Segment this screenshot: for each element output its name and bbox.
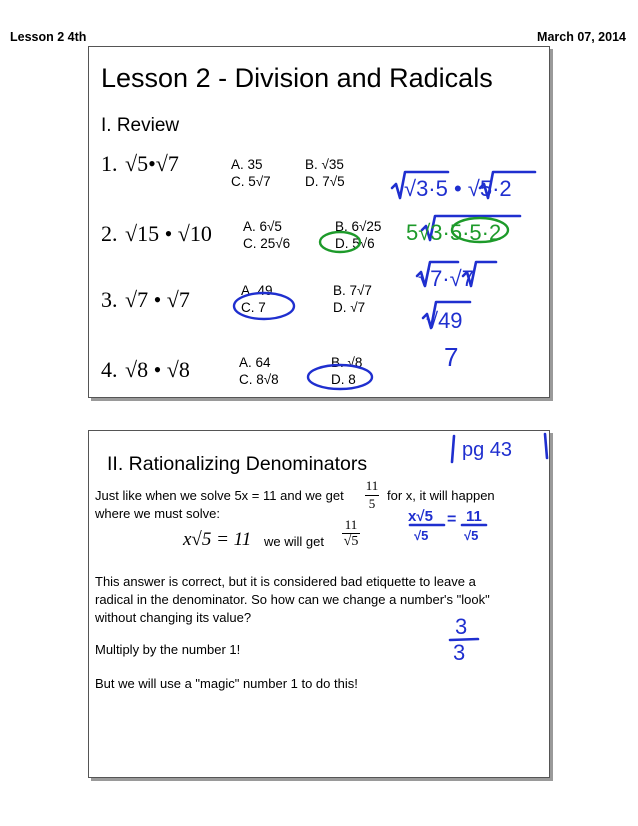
magic-number-text: But we will use a "magic" number 1 to do this! xyxy=(95,676,358,691)
choice-3d: D. √7 xyxy=(333,300,366,315)
choice-1d: D. 7√5 xyxy=(305,174,345,189)
choice-4c: C. 8√8 xyxy=(239,372,279,387)
header-lesson: Lesson 2 4th xyxy=(10,30,87,44)
hw-work5: 7 xyxy=(444,342,459,372)
intro-fraction-numerator: 11 xyxy=(365,478,379,493)
problem-4-number: 4. xyxy=(101,357,118,382)
choice-4a: A. 64 xyxy=(239,355,271,370)
problem-2-number: 2. xyxy=(101,221,118,246)
choice-2a: A. 6√5 xyxy=(243,219,282,234)
choice-2c: C. 25√6 xyxy=(243,236,291,251)
paragraph-line-3: without changing its value? xyxy=(95,610,252,625)
hw-work4: √49 xyxy=(426,308,463,333)
choice-4d: D. 8 xyxy=(331,372,356,387)
hw-eq-rhs: 11 xyxy=(466,508,482,525)
choice-1b: B. √35 xyxy=(305,157,344,172)
problem-1-expr: √5•√7 xyxy=(125,151,179,176)
hw-eq-lhs: x√5 xyxy=(408,508,433,525)
hw-work1: √3·5 • √5·2 xyxy=(404,176,512,201)
multiply-text: Multiply by the number 1! xyxy=(95,642,241,657)
hw-page-number: pg 43 xyxy=(462,439,513,461)
hw-three-denominator: 3 xyxy=(453,640,466,665)
paragraph-line-2: radical in the denominator. So how can we change a number's "look" xyxy=(95,592,490,607)
section-review: I. Review xyxy=(101,115,180,136)
problem-3-number: 3. xyxy=(101,287,118,312)
hw-work3: √7·√7 xyxy=(418,266,474,291)
result-numerator: 11 xyxy=(344,517,358,532)
problem-2-expr: √15 • √10 xyxy=(125,221,212,246)
intro-text-c: where we must solve: xyxy=(95,506,220,521)
choice-3b: B. 7√7 xyxy=(333,283,372,298)
equation: x√5 = 11 xyxy=(183,529,252,550)
choice-1c: C. 5√7 xyxy=(231,174,271,189)
choice-2b: B. 6√25 xyxy=(335,219,382,234)
we-will-get-label: we will get xyxy=(264,534,324,549)
intro-text-a: Just like when we solve 5x = 11 and we get xyxy=(95,488,344,503)
result-denominator: √5 xyxy=(343,534,359,549)
slide2-title: II. Rationalizing Denominators xyxy=(107,453,368,475)
hw-eq-equals: = xyxy=(447,511,457,528)
choice-3c: C. 7 xyxy=(241,300,266,315)
choice-4b: B. √8 xyxy=(331,355,363,370)
choice-2d: D. 5√6 xyxy=(335,236,375,251)
hw-work2: 5√3·5·5·2 xyxy=(406,220,502,245)
intro-text-b: for x, it will happen xyxy=(387,488,495,503)
intro-fraction-denominator: 5 xyxy=(368,496,376,511)
paragraph-line-1: This answer is correct, but it is considered bad etiquette to leave a xyxy=(95,574,476,589)
problem-3-expr: √7 • √7 xyxy=(125,287,190,312)
choice-3a: A. 49 xyxy=(241,283,273,298)
hw-three-numerator: 3 xyxy=(455,614,468,639)
slide-rationalizing xyxy=(88,430,550,778)
hw-eq-lhs-den: √5 xyxy=(414,528,429,543)
problem-4-expr: √8 • √8 xyxy=(125,357,190,382)
slide1-title: Lesson 2 - Division and Radicals xyxy=(101,63,493,93)
problem-1-number: 1. xyxy=(101,151,118,176)
choice-1a: A. 35 xyxy=(231,157,263,172)
header-date: March 07, 2014 xyxy=(537,30,626,44)
hw-eq-rhs-den: √5 xyxy=(464,528,479,543)
slide-review xyxy=(88,46,550,398)
